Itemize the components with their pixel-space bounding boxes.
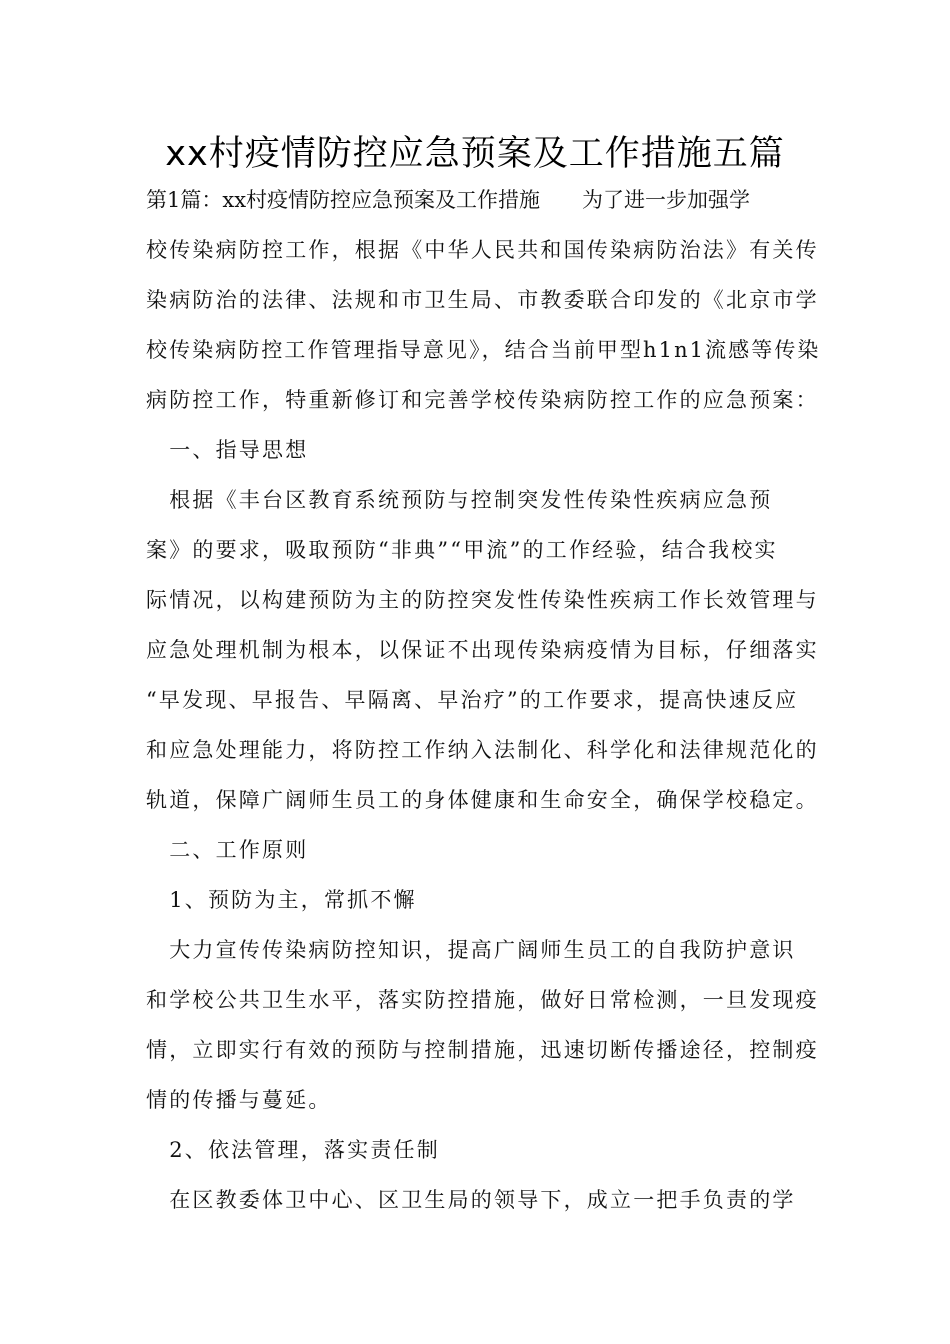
text-line: 际情况，以构建预防为主的防控突发性传染性疾病工作长效管理与	[146, 588, 819, 612]
document-title: xx村疫情防控应急预案及工作措施五篇	[165, 134, 785, 174]
text-line: 和应急处理能力，将防控工作纳入法制化、科学化和法律规范化的	[146, 738, 819, 762]
text-line: 情，立即实行有效的预防与控制措施，迅速切断传播途径，控制疫	[146, 1038, 819, 1062]
text-line: 病防控工作，特重新修订和完善学校传染病防控工作的应急预案：	[146, 388, 819, 412]
text-line: 校传染病防控工作管理指导意见》，结合当前甲型h1n1流感等传染	[146, 338, 821, 362]
text-line: 大力宣传传染病防控知识，提高广阔师生员工的自我防护意识	[146, 938, 796, 962]
text-line: 案》的要求，吸取预防“非典”“甲流”的工作经验，结合我校实	[146, 538, 778, 562]
text-line: 和学校公共卫生水平，落实防控措施，做好日常检测，一旦发现疫	[146, 988, 819, 1012]
text-line: 轨道，保障广阔师生员工的身体健康和生命安全，确保学校稳定。	[146, 788, 819, 812]
text-line: 第1篇：xx村疫情防控应急预案及工作措施 为了进一步加强学	[146, 188, 751, 212]
text-line: “早发现、早报告、早隔离、早治疗”的工作要求，提高快速反应	[146, 688, 799, 712]
section-heading: 一、指导思想	[146, 438, 309, 462]
text-line: 在区教委体卫中心、区卫生局的领导下，成立一把手负责的学	[146, 1188, 796, 1212]
text-line: 染病防治的法律、法规和市卫生局、市教委联合印发的《北京市学	[146, 288, 819, 312]
text-line: 情的传播与蔓延。	[146, 1088, 332, 1112]
subsection-heading: 1、预防为主，常抓不懈	[146, 888, 417, 912]
section-heading: 二、工作原则	[146, 838, 309, 862]
text-line: 应急处理机制为根本，以保证不出现传染病疫情为目标，仔细落实	[146, 638, 819, 662]
text-line: 根据《丰台区教育系统预防与控制突发性传染性疾病应急预	[146, 488, 773, 512]
text-line: 校传染病防控工作，根据《中华人民共和国传染病防治法》有关传	[146, 238, 819, 262]
subsection-heading: 2、依法管理，落实责任制	[146, 1138, 440, 1162]
